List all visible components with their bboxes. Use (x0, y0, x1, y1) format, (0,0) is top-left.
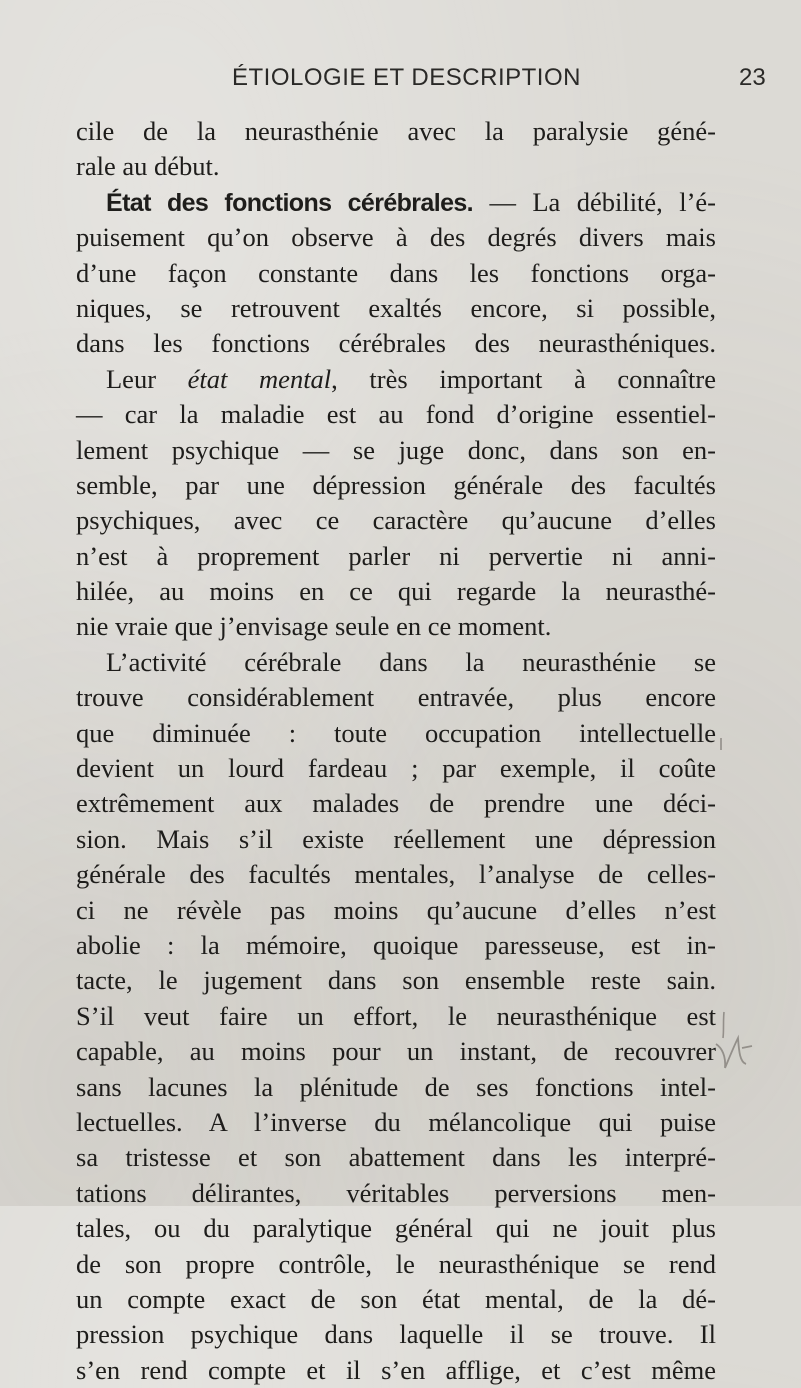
text-line: semble, par une dépression générale des facultés (76, 469, 716, 500)
margin-tick-mark (720, 738, 722, 750)
text-line: devient un lourd fardeau ; par exemple, il coûte (76, 753, 716, 784)
text-line: pression psychique dans laquelle il se trouve. Il (76, 1319, 716, 1350)
text-line: cile de la neurasthénie avec la paralysie géné- (76, 116, 716, 146)
text-line (76, 362, 716, 397)
text-line: extrêmement aux malades de prendre une déci- (76, 788, 716, 819)
text-line: psychiques, avec ce caractère qu’aucune d’elles (76, 505, 716, 536)
text-line: puisement qu’on observe à des degrés divers mais (76, 222, 716, 253)
text-line: tales, ou du paralytique général qui ne jouit plus (76, 1213, 716, 1244)
text-line: L’activité cérébrale dans la neurasthénie se (106, 646, 716, 677)
pencil-margin-mark (712, 1008, 756, 1078)
text-line: un compte exact de son état mental, de la dé- (76, 1283, 716, 1314)
text-line: — car la maladie est au fond d’origine essentiel- (76, 399, 716, 430)
text-line: s’en rend compte et il s’en afflige, et c’est même (76, 1354, 716, 1385)
text-line: tacte, le jugement dans son ensemble reste sain. (76, 965, 716, 996)
text-fragment: Leur (106, 363, 188, 394)
text-line: hilée, au moins en ce qui regarde la neurasthé- (76, 576, 716, 607)
text-line: niques, se retrouvent exaltés encore, si possible, (76, 292, 716, 323)
section-heading: État des fonctions cérébrales. (106, 188, 474, 217)
text-line: que diminuée : toute occupation intellectuelle (76, 717, 716, 748)
text-line: tations délirantes, véritables perversions men- (76, 1177, 716, 1208)
text-line: S’il veut faire un effort, le neurasthénique est (76, 1000, 716, 1031)
text-line: sans lacunes la plénitude de ses fonctions intel- (76, 1071, 716, 1102)
text-line: capable, au moins pour un instant, de recouvrer (76, 1036, 716, 1067)
text-line: sion. Mais s’il existe réellement une dépression (76, 823, 716, 854)
text-line: lectuelles. A l’inverse du mélancolique qui puise (76, 1106, 716, 1137)
text-line: générale des facultés mentales, l’analyse de celles- (76, 859, 716, 890)
text-line: dans les fonctions cérébrales des neurasthéniques. (76, 328, 716, 359)
section-heading-line (76, 185, 716, 220)
text-fragment: , très important à connaître (331, 363, 716, 394)
text-line: ci ne révèle pas moins qu’aucune d’elles n’est (76, 894, 716, 925)
text-line: rale au début. (76, 151, 220, 182)
text-line: nie vraie que j’envisage seule en ce moment. (76, 611, 552, 642)
text-fragment: — La débilité, l’é- (473, 186, 716, 217)
body-text (76, 114, 716, 1388)
text-line: abolie : la mémoire, quoique paresseuse, est in- (76, 929, 716, 960)
text-line: sa tristesse et son abattement dans les interpré- (76, 1142, 716, 1173)
text-line: n’est à proprement parler ni pervertie ni anni- (76, 540, 716, 571)
text-line: trouve considérablement entravée, plus encore (76, 682, 716, 713)
text-line: lement psychique — se juge donc, dans son en- (76, 434, 716, 465)
text-line: d’une façon constante dans les fonctions orga- (76, 257, 716, 288)
text-line: de son propre contrôle, le neurasthénique se rend (76, 1248, 716, 1279)
running-title: ÉTIOLOGIE ET DESCRIPTION (232, 64, 581, 91)
page-number: 23 (739, 64, 766, 91)
italic-term: état mental (187, 363, 332, 394)
